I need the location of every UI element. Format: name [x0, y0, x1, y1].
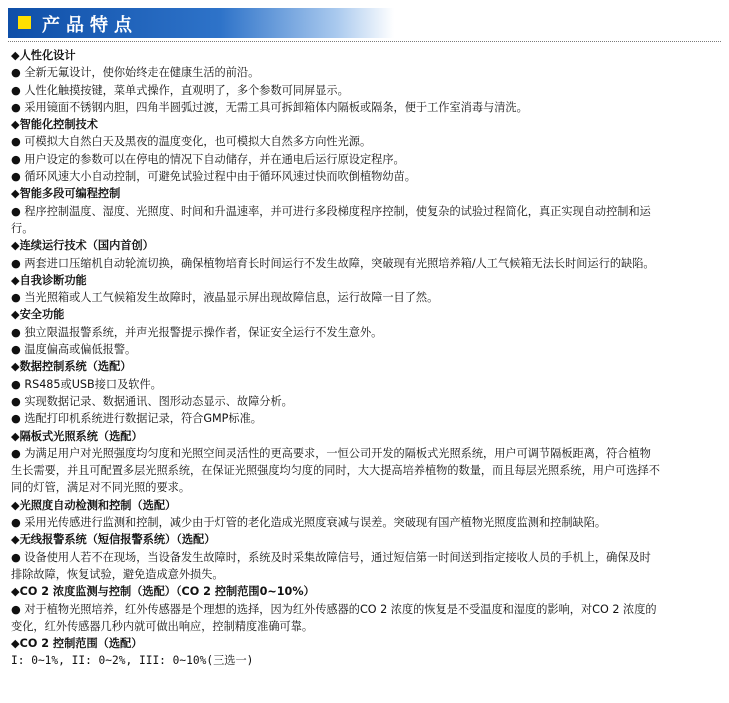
feature-bullet: ● 采用光传感进行监测和控制，减少由于灯管的老化造成光照度衰减与误差。突破现有国产植物光照度监测和控制缺陷。	[11, 516, 607, 530]
feature-heading: ◆智能化控制技术	[11, 118, 98, 132]
feature-bullet: ● 独立限温报警系统，并声光报警提示操作者，保证安全运行不发生意外。	[11, 325, 383, 339]
text-line: 行。	[11, 221, 34, 235]
feature-bullet: ● 选配打印机系统进行数据记录，符合GMP标准。	[11, 412, 262, 426]
feature-bullet: ● 采用镜面不锈钢内胆，四角半圆弧过渡，无需工具可拆卸箱体内隔板或隔条，便于工作室消毒与清洗。	[11, 100, 528, 114]
feature-bullet: ● 两套进口压缩机自动轮流切换，确保植物培育长时间运行不发生故障，突破现有光照培养箱/人工气候箱无法长时间运行的缺陷。	[11, 256, 655, 270]
feature-heading: ◆安全功能	[11, 308, 65, 322]
feature-heading: ◆人性化设计	[11, 49, 76, 62]
feature-heading: ◆无线报警系统（短信报警系统）（选配）	[11, 533, 216, 547]
section-title: 产品特点	[42, 15, 138, 36]
feature-bullet: ● RS485或USB接口及软件。	[11, 377, 162, 391]
text-line: 生长需要，并且可配置多层光照系统，在保证光照强度均匀度的同时，大大提高培养植物的数量，而且每层光照系统，用户可选择不	[11, 464, 660, 478]
feature-heading: ◆智能多段可编程控制	[11, 187, 121, 201]
dotted-divider	[8, 41, 721, 42]
feature-bullet: ● 当光照箱或人工气候箱发生故障时，液晶显示屏出现故障信息，运行故障一目了然。	[11, 291, 439, 305]
feature-bullet: ● 可模拟大自然白天及黑夜的温度变化，也可模拟大自然多方向性光源。	[11, 135, 372, 149]
text-line: 变化，红外传感器几秒内就可做出响应，控制精度准确可靠。	[11, 619, 314, 633]
feature-heading: ◆隔板式光照系统（选配）	[11, 429, 143, 443]
feature-bullet: ● 设备使用人若不在现场，当设备发生故障时，系统及时采集故障信号，通过短信第一时间送到指定接收人员的手机上，确保及时	[11, 550, 651, 564]
feature-bullet: ● 人性化触摸按键，菜单式操作，直观明了，多个参数可同屏显示。	[11, 83, 349, 97]
feature-heading: ◆CO 2 控制范围（选配）	[11, 637, 143, 651]
feature-bullet: ● 对于植物光照培养，红外传感器是个理想的选择，因为红外传感器的CO 2 浓度的恢复是不受温度和湿度的影响，对CO 2 浓度的	[11, 602, 657, 616]
text-line: 同的灯管，满足对不同光照的要求。	[11, 481, 191, 495]
feature-heading: ◆数据控制系统（选配）	[11, 360, 132, 374]
feature-heading: ◆CO 2 浓度监测与控制（选配）（CO 2 控制范围0~10%）	[11, 585, 315, 599]
feature-bullet: ● 为满足用户对光照强度均匀度和光照空间灵活性的更高要求，一恒公司开发的隔板式光照系统，用户可调节隔板距离，符合植物	[11, 446, 651, 460]
feature-heading: ◆连续运行技术（国内首创）	[11, 239, 154, 253]
feature-heading: ◆自我诊断功能	[11, 273, 87, 287]
feature-bullet: ● 程序控制温度、湿度、光照度、时间和升温速率，并可进行多段梯度程序控制，使复杂的试验过程简化，真正实现自动控制和运	[11, 204, 651, 218]
feature-bullet: ● 循环风速大小自动控制，可避免试验过程中由于循环风速过快而吹倒植物幼苗。	[11, 170, 416, 184]
feature-bullet: ● 温度偏高或偏低报警。	[11, 343, 137, 357]
feature-list	[11, 47, 717, 670]
section-banner	[8, 8, 394, 38]
text-line: I: 0~1%, II: 0~2%, III: 0~10%(三选一)	[11, 654, 254, 668]
feature-bullet: ● 用户设定的参数可以在停电的情况下自动储存，并在通电后运行原设定程序。	[11, 152, 405, 166]
square-bullet-icon	[18, 16, 31, 29]
feature-bullet: ● 实现数据记录、数据通讯、图形动态显示、故障分析。	[11, 394, 293, 408]
text-line: 排除故障，恢复试验，避免造成意外损失。	[11, 567, 224, 581]
feature-bullet: ● 全新无氟设计，使你始终走在健康生活的前沿。	[11, 66, 260, 80]
feature-heading: ◆光照度自动检测和控制（选配）	[11, 498, 177, 512]
